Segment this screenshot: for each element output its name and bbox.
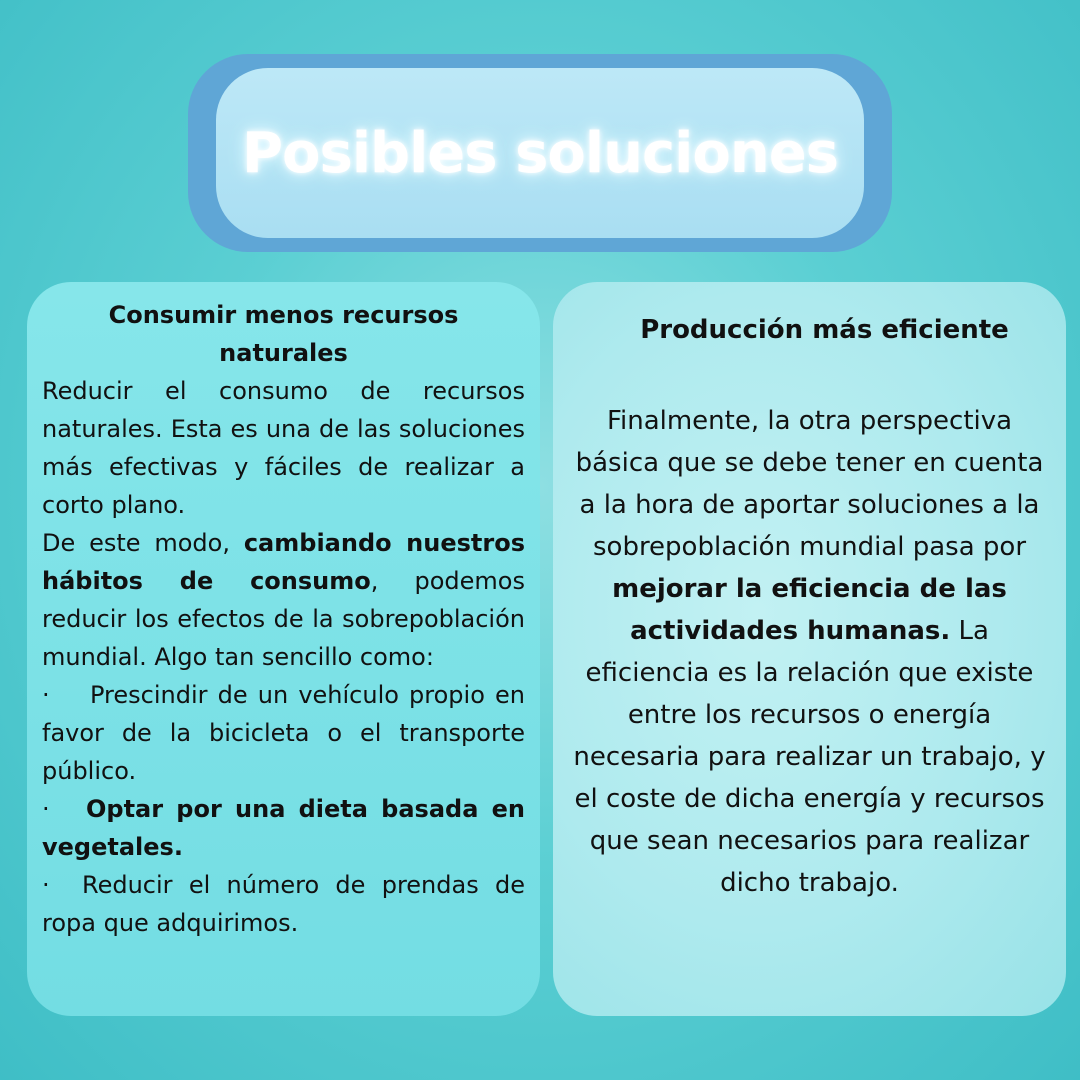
bullet-item-vehiculo [42,676,525,790]
paragraph-eficiencia-start: Finalmente, la otra perspectiva básica que se debe tener en cuenta a la hora de aportar soluciones a la sobrepoblación mundial pasa por [575,406,1044,562]
paragraph-habitos-start: De este modo, [42,529,244,557]
bullet-text-ropa: Reducir el número de prendas de ropa que adquirimos. [42,871,525,937]
card-heading-produccion: Producción más eficiente [640,315,1009,345]
bullet-item-ropa [42,866,525,942]
bullet-text-vehiculo: Prescindir de un vehículo propio en favor de la bicicleta o el transporte público. [42,681,525,785]
bullet-text-dieta: Optar por una dieta basada en vegetales. [42,795,525,861]
paragraph-eficiencia-end: La eficiencia es la relación que existe entre los recursos o energía necesaria para realizar un trabajo, y el coste de dicha energía y recursos que sean necesarios para realizar dicho trabajo. [573,616,1046,898]
paragraph-eficiencia-bold: mejorar la eficiencia de las actividades humanas. [612,574,1007,646]
bullet-dot: · [42,795,50,823]
bullet-item-dieta [42,790,525,866]
card-heading-consumir: Consumir menos recursos naturales [108,301,459,367]
paragraph-habitos-end: , podemos reducir los efectos de la sobrepoblación mundial. Algo tan sencillo como: [42,567,525,671]
paragraph-habitos [42,524,525,676]
bullet-dot: · [42,681,50,709]
paragraph-habitos-bold: cambiando nuestros hábitos de consumo [42,529,525,595]
card-consumir-menos [27,282,540,1016]
paragraph-reducir-consumo: Reducir el consumo de recursos naturales. Esta es una de las soluciones más efectivas y fáciles de realizar a corto plano. [42,377,525,519]
page-title: Posibles soluciones [241,120,839,186]
paragraph-eficiencia [569,400,1050,904]
bullet-dot: · [42,871,50,899]
title-banner [216,68,864,238]
card-produccion-eficiente [553,282,1066,1016]
